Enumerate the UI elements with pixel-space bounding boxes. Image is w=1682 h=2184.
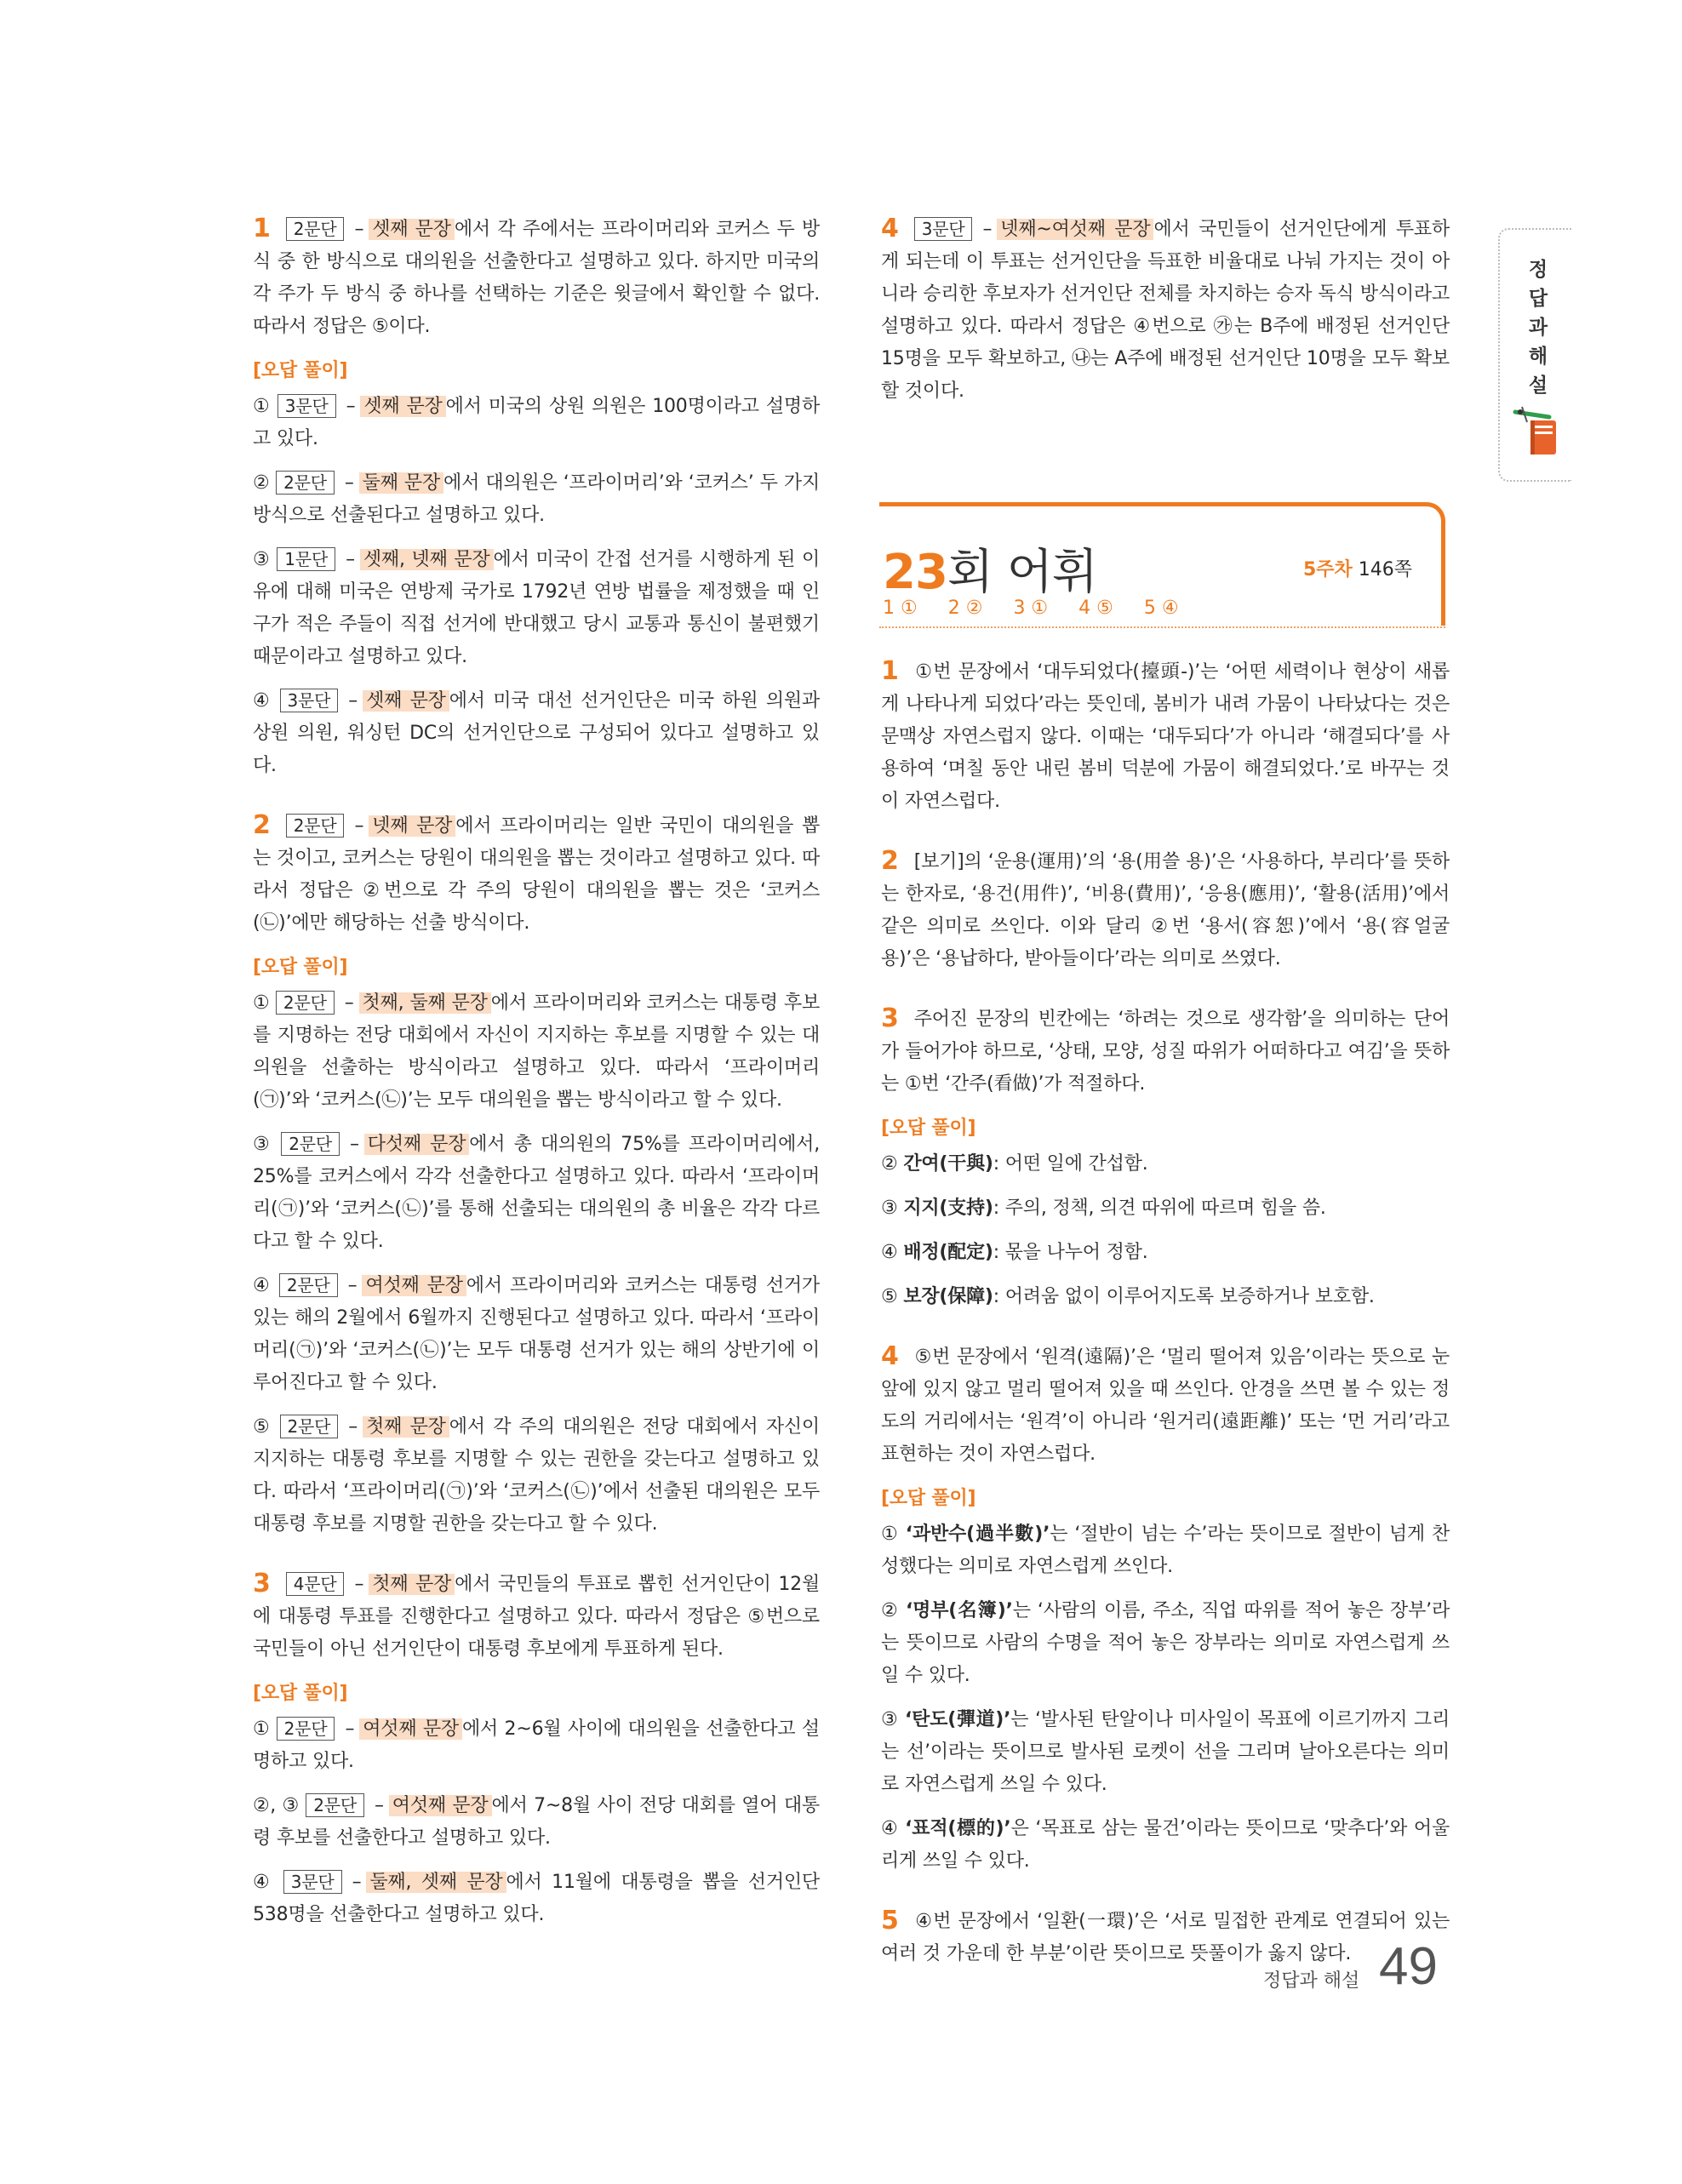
left-column [253,213,820,1943]
wrong-answer-label: [오답 풀이] [881,1118,976,1139]
highlight-phrase: 여섯째 문장 [359,1718,462,1740]
paragraph-tag: 2문단 [286,814,345,838]
wrong-item: ④ 3문단 – 셋째 문장 에서 미국 대선 선거인단은 미국 하원 의원과 상원 의원, 워싱턴 DC의 선거인단으로 구성되어 있다고 설명하고 있다. [253,690,820,776]
question-number: 4 [881,1341,899,1371]
answer-4: 4 3문단 – 넷째~여섯째 문장 에서 국민들이 선거인단에게 투표하게 되는데 이 투표는 선거인단을 득표한 비율대로 나눠 가지는 것이 아니라 승리한 후보자가 선거인단 전체를 차지하는 승자 독식 방식이라고 설명하고 있다. 따라서 정답은 ④번으로 ㉮는 B주에 배정된 선거인단 15명을 모두 확보하고, ㉯는 A주에 배정된 선거인단 10명을 모두 확보할 것이다. [881,214,1450,402]
answer-2: 2 2문단 – 넷째 문장 에서 프라이머리는 일반 국민이 대의원을 뽑는 것이고, 코커스는 당원이 대의원을 뽑는 것이라고 설명하고 있다. 따라서 정답은 ②번으로 각 주의 당원이 대의원을 뽑는 것은 ‘코커스(㉡)’에만 해당하는 선출 방식이다. [253,810,820,934]
answer-text: 에서 프라이머리는 일반 국민이 대의원을 뽑는 것이고, 코커스는 당원이 대의원을 뽑는 것이라고 설명하고 있다. 따라서 정답은 ②번으로 각 주의 당원이 대의원을 뽑는 것은 ‘코커스(㉡)’에만 해당하는 선출 방식이다. [253,815,820,934]
book-pen-icon [1512,400,1563,460]
paragraph-tag: 3문단 [280,689,339,712]
wrong-item: ④ 3문단 – 둘째, 셋째 문장 에서 11월에 대통령을 뽑을 선거인단 538명을 선출한다고 설명하고 있다. [253,1872,820,1925]
highlight-phrase: 첫째 문장 [363,1416,449,1438]
vocab-answer-key: 1 ① 2 ② 3 ① 4 ⑤ 5 ④ [883,597,1179,619]
wrong-item: ② 간여(干與): 어떤 일에 간섭함. [881,1153,1148,1175]
paragraph-tag: 3문단 [914,217,973,241]
highlight-phrase: 여섯째 문장 [389,1795,492,1816]
wrong-answer-label: [오답 풀이] [253,360,348,381]
paragraph-tag: 1문단 [277,547,335,571]
highlight-phrase: 둘째, 셋째 문장 [366,1872,506,1893]
paragraph-tag: 2문단 [276,991,335,1015]
highlight-phrase: 셋째, 넷째 문장 [360,549,494,570]
highlight-phrase: 여섯째 문장 [362,1275,466,1296]
vocab-answer-3: 3 주어진 문장의 빈칸에는 ‘하려는 것으로 생각함’을 의미하는 단어가 들어가야 하므로, ‘상태, 모양, 성질 따위가 어떠하다고 여김’을 뜻하는 ①번 ‘간주(看做)’가 적절하다. [881,1003,1450,1095]
paragraph-tag: 2문단 [281,1132,340,1156]
vocab-week: 5주차 146쪽 [1302,559,1412,580]
highlight-phrase: 셋째 문장 [369,219,455,240]
wrong-item: ② 2문단 – 둘째 문장 에서 대의원은 ‘프라이머리’와 ‘코커스’ 두 가지 방식으로 선출된다고 설명하고 있다. [253,472,820,526]
wrong-answer-label: [오답 풀이] [881,1488,976,1509]
wrong-item: ① 3문단 – 셋째 문장 에서 미국의 상원 의원은 100명이라고 설명하고 있다. [253,396,820,449]
paragraph-tag: 4문단 [286,1572,345,1596]
paragraph-tag: 2문단 [279,1273,338,1297]
highlight-phrase: 셋째 문장 [363,690,449,712]
wrong-item: ① 2문단 – 첫째, 둘째 문장 에서 프라이머리와 코커스는 대통령 후보를 지명하는 전당 대회에서 자신이 지지하는 후보를 지명할 수 있는 대의원을 선출하는 방식이라고 설명하고 있다. 따라서 ‘프라이머리(㉠)’와 ‘코커스(㉡)’는 모두 대의원을 뽑는 방식이라고 할 수 있다. [253,992,821,1111]
wrong-item: ③ 1문단 – 셋째, 넷째 문장 에서 미국이 간접 선거를 시행하게 된 이유에 대해 미국은 연방제 국가로 1792년 연방 법률을 제정했을 때 인구가 적은 주들이 직접 선거에 반대했고 당시 교통과 통신이 불편했기 때문이라고 설명하고 있다. [253,549,821,667]
highlight-phrase: 둘째 문장 [359,472,443,494]
question-number: 4 [881,214,899,243]
vocab-answer-4: 4 ⑤번 문장에서 ‘원격(遠隔)’은 ‘멀리 떨어져 있음’이라는 뜻으로 눈앞에 있지 않고 멀리 떨어져 있을 때 쓰인다. 안경을 쓰면 볼 수 있는 정도의 거리에서는 ‘원격’이 아니라 ‘원거리(遠距離)’ 또는 ‘먼 거리’라고 표현하는 것이 자연스럽다. [881,1341,1450,1465]
vocab-header [879,502,1448,632]
footer-label: 정답과 해설 [1263,1970,1360,1992]
wrong-item: ① 2문단 – 여섯째 문장 에서 2~6월 사이에 대의원을 선출한다고 설명하고 있다. [253,1718,820,1772]
wrong-item: ① ‘과반수(過半數)’는 ‘절반이 넘는 수’라는 뜻이므로 절반이 넘게 찬성했다는 의미로 자연스럽게 쓰인다. [881,1524,1450,1577]
highlight-phrase: 다섯째 문장 [364,1134,469,1155]
highlight-phrase: 첫째, 둘째 문장 [359,992,491,1014]
divider [879,626,1445,628]
paragraph-tag: 2문단 [276,471,335,495]
wrong-item: ④ ‘표적(標的)’은 ‘목표로 삼는 물건’이라는 뜻이므로 ‘맞추다’와 어울리게 쓰일 수 있다. [881,1818,1450,1872]
wrong-answer-label: [오답 풀이] [253,957,348,978]
answer-1: 1 2문단 – 셋째 문장 에서 각 주에서는 프라이머리와 코커스 두 방식 중 한 방식으로 대의원을 선출한다고 설명하고 있다. 하지만 미국의 각 주가 두 방식 중 하나를 선택하는 기준은 윗글에서 확인할 수 없다. 따라서 정답은 ⑤이다. [253,214,820,337]
wrong-item: ④ 배정(配定): 몫을 나누어 정함. [881,1242,1148,1263]
highlight-phrase: 첫째 문장 [369,1574,455,1595]
answer-text: 에서 국민들의 투표로 뽑힌 선거인단이 12월에 대통령 투표를 진행한다고 설명하고 있다. 따라서 정답은 ⑤번으로 국민들이 아닌 선거인단이 대통령 후보에게 투표하게 된다. [253,1574,820,1660]
side-tab [1498,228,1571,482]
answer-text: 에서 각 주에서는 프라이머리와 코커스 두 방식 중 한 방식으로 대의원을 선출한다고 설명하고 있다. 하지만 미국의 각 주가 두 방식 중 하나를 선택하는 기준은 윗글에서 확인할 수 없다. 따라서 정답은 ⑤이다. [253,219,820,337]
paragraph-tag: 2문단 [280,1415,339,1438]
highlight-phrase: 넷째 문장 [369,815,455,837]
question-number: 2 [881,846,899,876]
page-number: 49 [1379,1937,1438,1996]
paragraph-tag: 3문단 [277,394,336,418]
wrong-item: ②, ③ 2문단 – 여섯째 문장 에서 7~8월 사이 전당 대회를 열어 대통령 후보를 선출한다고 설명하고 있다. [253,1795,820,1849]
right-column-bottom [881,655,1450,1982]
question-number: 1 [881,656,899,686]
wrong-item: ⑤ 2문단 – 첫째 문장 에서 각 주의 대의원은 전당 대회에서 자신이 지지하는 대통령 후보를 지명할 수 있는 권한을 갖는다고 설명하고 있다. 따라서 ‘프라이머리(㉠)’와 ‘코커스(㉡)’에서 선출된 대의원은 모두 대통령 후보를 지명할 권한을 갖는다고 할 수 있다. [253,1416,820,1535]
highlight-phrase: 넷째~여섯째 문장 [997,219,1153,240]
side-tab-label: 정답과 해설 [1528,259,1548,397]
vocab-answer-5: 5 ④번 문장에서 ‘일환(一環)’은 ‘서로 밀접한 관계로 연결되어 있는 여러 것 가운데 한 부분’이란 뜻이므로 뜻풀이가 옳지 않다. [881,1906,1450,1964]
wrong-item: ⑤ 보장(保障): 어려움 없이 이루어지도록 보증하거나 보호함. [881,1286,1375,1307]
question-number: 5 [881,1906,899,1935]
question-number: 3 [881,1003,899,1033]
vocab-answer-1: 1 ①번 문장에서 ‘대두되었다(擡頭-)’는 ‘어떤 세력이나 현상이 새롭게 나타나게 되었다’라는 뜻인데, 봄비가 내려 가뭄이 나타났다는 것은 문맥상 자연스럽지 않다. 이때는 ‘대두되다’가 아니라 ‘해결되다’를 사용하여 ‘며칠 동안 내린 봄비 덕분에 가뭄이 해결되었다.’로 바꾸는 것이 자연스럽다. [881,656,1450,812]
question-number: 3 [253,1569,271,1598]
question-number: 2 [253,810,271,840]
answer-text: 에서 국민들이 선거인단에게 투표하게 되는데 이 투표는 선거인단을 득표한 비율대로 나눠 가지는 것이 아니라 승리한 후보자가 선거인단 전체를 차지하는 승자 독식 방식이라고 설명하고 있다. 따라서 정답은 ④번으로 ㉮는 B주에 배정된 선거인단 15명을 모두 확보하고, ㉯는 A주에 배정된 선거인단 10명을 모두 확보할 것이다. [881,219,1450,402]
wrong-item: ③ 지지(支持): 주의, 정책, 의견 따위에 따르며 힘을 씀. [881,1198,1326,1219]
paragraph-tag: 2문단 [286,217,345,241]
wrong-item: ② ‘명부(名簿)’는 ‘사람의 이름, 주소, 직업 따위를 적어 놓은 장부’라는 뜻이므로 사람의 수명을 적어 놓은 장부라는 의미로 자연스럽게 쓰일 수 있다. [881,1600,1450,1686]
paragraph-tag: 2문단 [306,1793,364,1817]
wrong-item: ④ 2문단 – 여섯째 문장 에서 프라이머리와 코커스는 대통령 선거가 있는 해의 2월에서 6월까지 진행된다고 설명하고 있다. 따라서 ‘프라이머리(㉠)’와 ‘코커스(㉡)’는 모두 대통령 선거가 있는 해의 상반기에 이루어진다고 할 수 있다. [253,1275,820,1393]
paragraph-tag: 3문단 [283,1870,342,1894]
question-number: 1 [253,214,271,243]
wrong-item: ③ ‘탄도(彈道)’는 ‘발사된 탄알이나 미사일이 목표에 이르기까지 그리는 선’이라는 뜻이므로 발사된 로켓이 선을 그리며 날아오른다는 의미로 자연스럽게 쓰일 수 있다. [881,1709,1450,1795]
wrong-item: ③ 2문단 – 다섯째 문장 에서 총 대의원의 75%를 프라이머리에서, 25%를 코커스에서 각각 선출한다고 설명하고 있다. 따라서 ‘프라이머리(㉠)’와 ‘코커스(㉡)’를 통해 선출되는 대의원의 총 비율은 각각 다르다고 할 수 있다. [253,1134,821,1252]
wrong-answer-label: [오답 풀이] [253,1683,348,1704]
highlight-phrase: 셋째 문장 [360,396,445,417]
vocab-answer-2: 2 [보기]의 ‘운용(運用)’의 ‘용(用쓸 용)’은 ‘사용하다, 부리다’를 뜻하는 한자로, ‘용건(用件)’, ‘비용(費用)’, ‘응용(應用)’, ‘활용(活用)’에서 같은 의미로 쓰인다. 이와 달리 ②번 ‘용서(容恕)’에서 ‘용(容얼굴 용)’은 ‘용납하다, 받아들이다’라는 의미로 쓰였다. [881,846,1450,969]
paragraph-tag: 2문단 [277,1717,335,1741]
vocab-title: 23회 어휘 [883,545,1098,600]
answer-3: 3 4문단 – 첫째 문장 에서 국민들의 투표로 뽑힌 선거인단이 12월에 대통령 투표를 진행한다고 설명하고 있다. 따라서 정답은 ⑤번으로 국민들이 아닌 선거인단이 대통령 후보에게 투표하게 된다. [253,1569,820,1660]
right-column-top [881,213,1450,420]
